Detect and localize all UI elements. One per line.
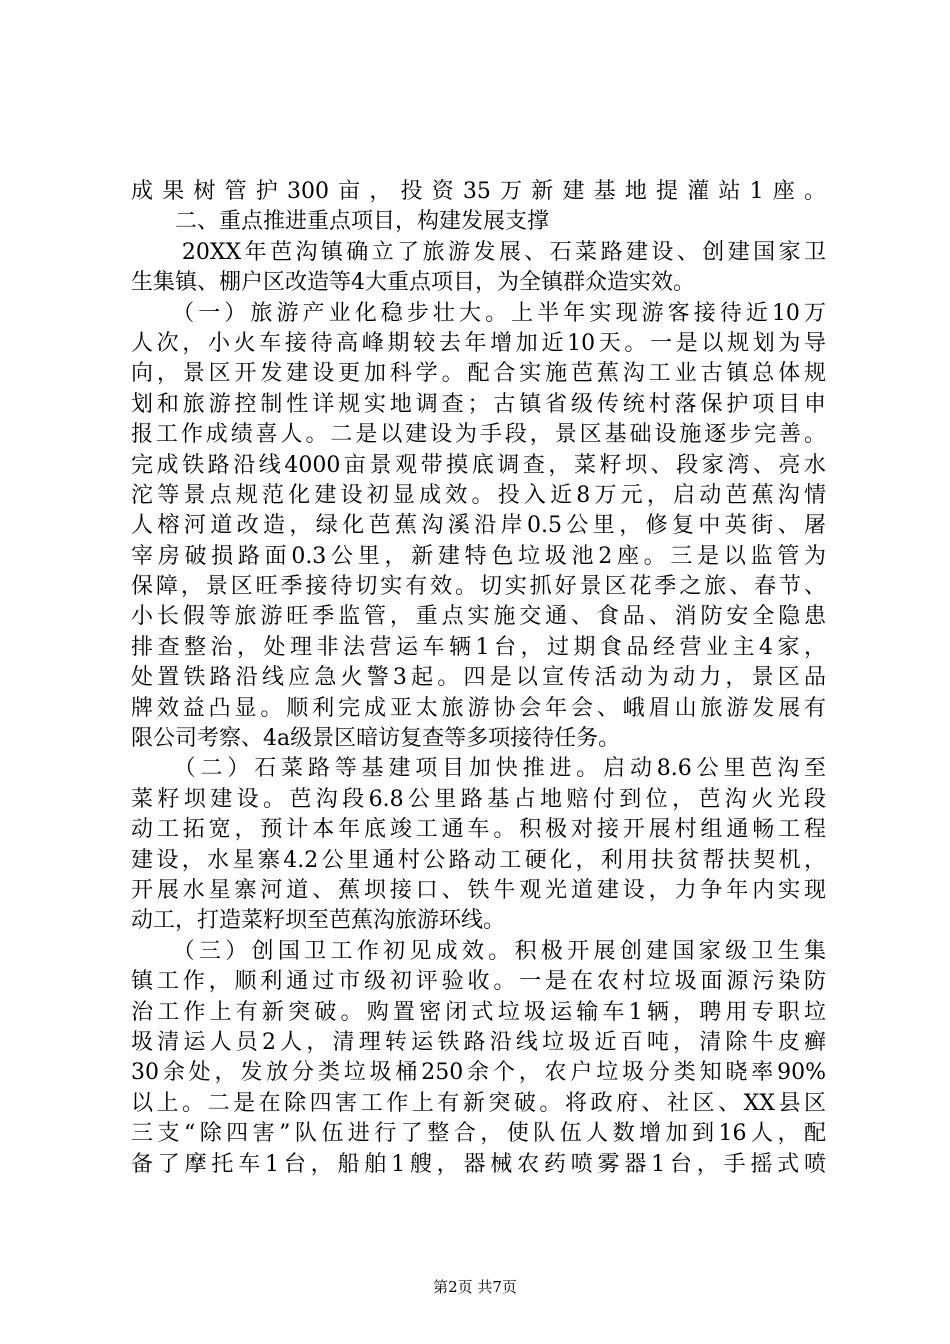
text-line: 菜籽坝建设。芭沟段6.8公里路基占地赔付到位，芭沟火光段 [131,786,826,812]
page-footer [0,1276,950,1297]
page-number-label: 第2页 共7页 [433,1278,517,1296]
text-line: 划和旅游控制性详规实地调查；古镇省级传统村落保护项目申 [131,391,826,417]
text-line: （一）旅游产业化稳步壮大。上半年实现游客接待近10万 [131,300,826,326]
text-line: 备了摩托车1台，船舶1艘，器械农药喷雾器1台，手摇式喷 [131,1151,826,1177]
text-line: 报工作成绩喜人。二是以建设为手段，景区基础设施逐步完善。 [131,422,826,448]
text-line: 牌效益凸显。顺利完成亚太旅游协会年会、峨眉山旅游发展有 [131,695,826,721]
text-line: 开展水星寨河道、蕉坝接口、铁牛观光道建设，力争年内实现 [131,877,826,903]
text-line: 完成铁路沿线4000亩景观带摸底调查，菜籽坝、段家湾、亮水 [131,452,826,478]
text-line: 小长假等旅游旺季监管，重点实施交通、食品、消防安全隐患 [131,604,826,630]
text-line: 生集镇、棚户区改造等4大重点项目，为全镇群众造实效。 [131,270,695,296]
text-line: 建设，水星寨4.2公里通村公路动工硬化，利用扶贫帮扶契机， [131,847,826,873]
text-line: 处置铁路沿线应急火警3起。四是以宣传活动为动力，景区品 [131,665,826,691]
text-line: 20XX年芭沟镇确立了旅游发展、石菜路建设、创建国家卫 [131,239,826,265]
text-line: 三支“除四害”队伍进行了整合，使队伍人数增加到16人，配 [131,1121,826,1147]
text-line: 以上。二是在除四害工作上有新突破。将政府、社区、XX县区 [131,1090,826,1116]
text-line: 人榕河道改造，绿化芭蕉沟溪沿岸0.5公里，修复中英街、屠 [131,513,826,539]
text-line: 成果树管护300亩，投资35万新建基地提灌站1座。 [131,179,826,204]
text-line: 30余处，发放分类垃圾桶250余个，农户垃圾分类知晓率90% [131,1060,826,1086]
text-line: 宰房破损路面0.3公里，新建特色垃圾池2座。三是以监管为 [131,543,826,569]
text-line: （二）石菜路等基建项目加快推进。启动8.6公里芭沟至 [131,756,826,782]
text-line: 镇工作，顺利通过市级初评验收。一是在农村垃圾面源污染防 [131,969,826,995]
text-line: 沱等景点规范化建设初显成效。投入近8万元，启动芭蕉沟情 [131,482,826,508]
text-line: 动工拓宽，预计本年底竣工通车。积极对接开展村组通畅工程 [131,817,826,843]
text-line: 二、重点推进重点项目，构建发展支撑 [131,209,550,235]
text-line: 向，景区开发建设更加科学。配合实施芭蕉沟工业古镇总体规 [131,361,826,387]
text-line: （三）创国卫工作初见成效。积极开展创建国家级卫生集 [131,938,826,964]
text-line: 圾清运人员2人，清理转运铁路沿线垃圾近百吨，清除牛皮癣 [131,1029,826,1055]
document-body [131,177,826,1180]
text-line: 治工作上有新突破。购置密闭式垃圾运输车1辆，聘用专职垃 [131,999,826,1025]
text-line: 限公司考察、4a级景区暗访复查等多项接待任务。 [131,726,621,752]
text-line: 动工，打造菜籽坝至芭蕉沟旅游环线。 [131,908,506,934]
text-line: 保障，景区旺季接待切实有效。切实抓好景区花季之旅、春节、 [131,574,826,600]
text-line: 排查整治，处理非法营运车辆1台，过期食品经营业主4家， [131,634,826,660]
text-line: 人次，小火车接待高峰期较去年增加近10天。一是以规划为导 [131,330,826,356]
